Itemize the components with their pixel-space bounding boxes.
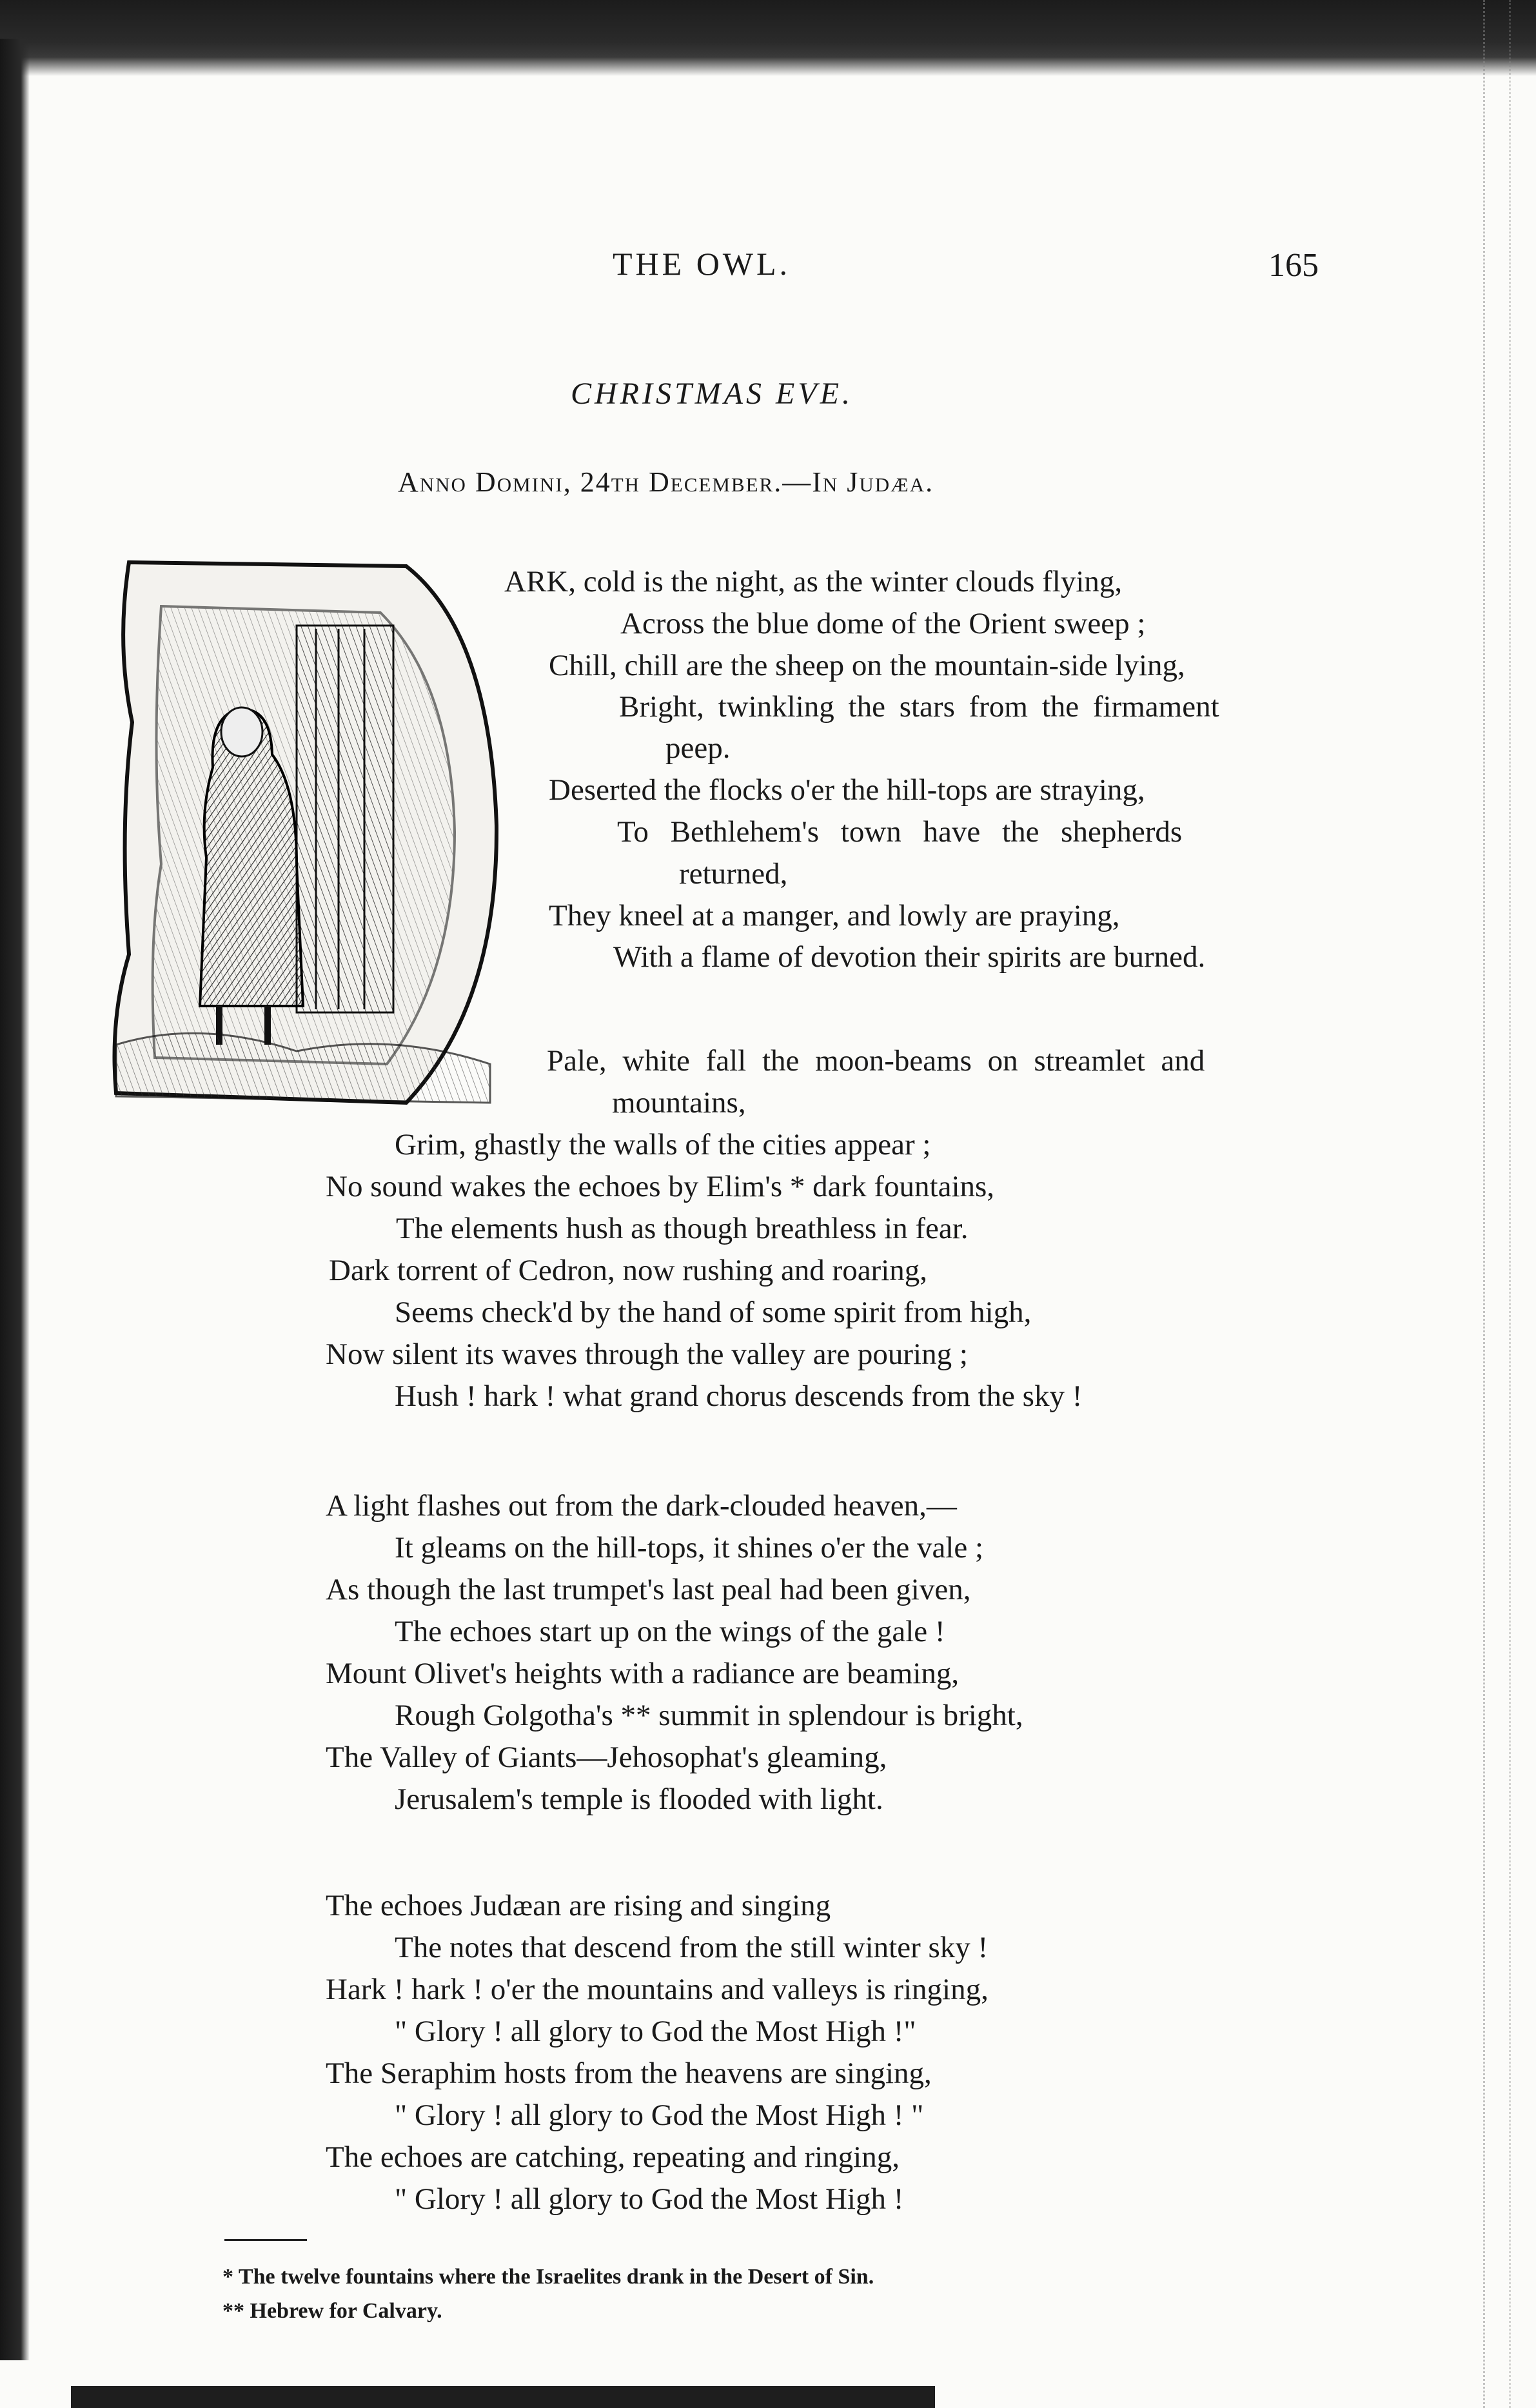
- page-number: 165: [1268, 247, 1319, 284]
- verse-line: The echoes are catching, repeating and ringing,: [326, 2140, 900, 2174]
- poem-dateline: Anno Domini, 24th December.—In Judæa.: [398, 466, 934, 498]
- verse-line: Seems check'd by the hand of some spirit from high,: [395, 1296, 1032, 1329]
- verse-line: To Bethlehem's town have the shepherds: [617, 815, 1183, 849]
- verse-line: The Valley of Giants—Jehosophat's gleaming,: [326, 1741, 887, 1774]
- verse-line: Deserted the flocks o'er the hill-tops are straying,: [549, 773, 1145, 807]
- verse-line: It gleams on the hill-tops, it shines o'er the vale ;: [395, 1531, 984, 1564]
- verse-line: Bright, twinkling the stars from the firmament: [619, 690, 1219, 724]
- verse-line: Now silent its waves through the valley are pouring ;: [326, 1337, 968, 1371]
- verse-line: ARK, cold is the night, as the winter clouds flying,: [504, 565, 1123, 598]
- verse-line: No sound wakes the echoes by Elim's * dark fountains,: [326, 1170, 995, 1203]
- verse-line: The echoes start up on the wings of the gale !: [395, 1615, 945, 1648]
- verse-line: Dark torrent of Cedron, now rushing and roaring,: [329, 1254, 928, 1287]
- verse-line: Hush ! hark ! what grand chorus descends from the sky !: [395, 1379, 1083, 1413]
- verse-line: returned,: [679, 857, 788, 891]
- verse-line: Pale, white fall the moon-beams on streamlet and: [547, 1044, 1205, 1078]
- verse-line: Chill, chill are the sheep on the mountain-side lying,: [549, 649, 1185, 682]
- poem-title: CHRISTMAS EVE.: [571, 377, 853, 411]
- footnote-1: * The twelve fountains where the Israelites drank in the Desert of Sin.: [222, 2265, 874, 2289]
- verse-line: They kneel at a manger, and lowly are praying,: [549, 899, 1120, 933]
- footnote-2: ** Hebrew for Calvary.: [222, 2299, 442, 2323]
- verse-line: " Glory ! all glory to God the Most High !": [395, 2015, 916, 2048]
- verse-line: The Seraphim hosts from the heavens are singing,: [326, 2057, 932, 2090]
- verse-line: Jerusalem's temple is flooded with light.: [395, 1782, 883, 1816]
- verse-line: As though the last trumpet's last peal had been given,: [326, 1573, 971, 1606]
- verse-line: The notes that descend from the still winter sky !: [395, 1931, 989, 1964]
- footnote-rule: [224, 2239, 307, 2241]
- verse-line: Mount Olivet's heights with a radiance are beaming,: [326, 1657, 960, 1690]
- verse-line: Grim, ghastly the walls of the cities appear ;: [395, 1128, 931, 1161]
- journal-title: THE OWL.: [613, 246, 791, 282]
- verse-line: With a flame of devotion their spirits are burned.: [613, 940, 1206, 974]
- scan-edge-bottom: [71, 2386, 935, 2408]
- scan-speckle: [1509, 0, 1512, 2408]
- verse-line: A light flashes out from the dark-clouded heaven,—: [326, 1489, 957, 1523]
- scan-edge-left: [0, 39, 30, 2360]
- running-head: [0, 245, 1536, 290]
- verse-line: " Glory ! all glory to God the Most High !: [395, 2182, 904, 2216]
- verse-line: " Glory ! all glory to God the Most High ! ": [395, 2098, 924, 2132]
- verse-line: Across the blue dome of the Orient sweep ;: [620, 607, 1146, 640]
- verse-line: Hark ! hark ! o'er the mountains and valleys is ringing,: [326, 1973, 989, 2006]
- scan-edge-top: [0, 0, 1536, 76]
- verse-line: mountains,: [612, 1086, 746, 1120]
- verse-line: Rough Golgotha's ** summit in splendour is bright,: [395, 1699, 1023, 1732]
- verse-line: peep.: [665, 731, 731, 765]
- scan-speckle: [1483, 0, 1486, 2408]
- verse-line: The elements hush as though breathless in fear.: [396, 1212, 969, 1245]
- verse-line: The echoes Judæan are rising and singing: [326, 1889, 831, 1922]
- drop-cap-illustration: [103, 555, 516, 1112]
